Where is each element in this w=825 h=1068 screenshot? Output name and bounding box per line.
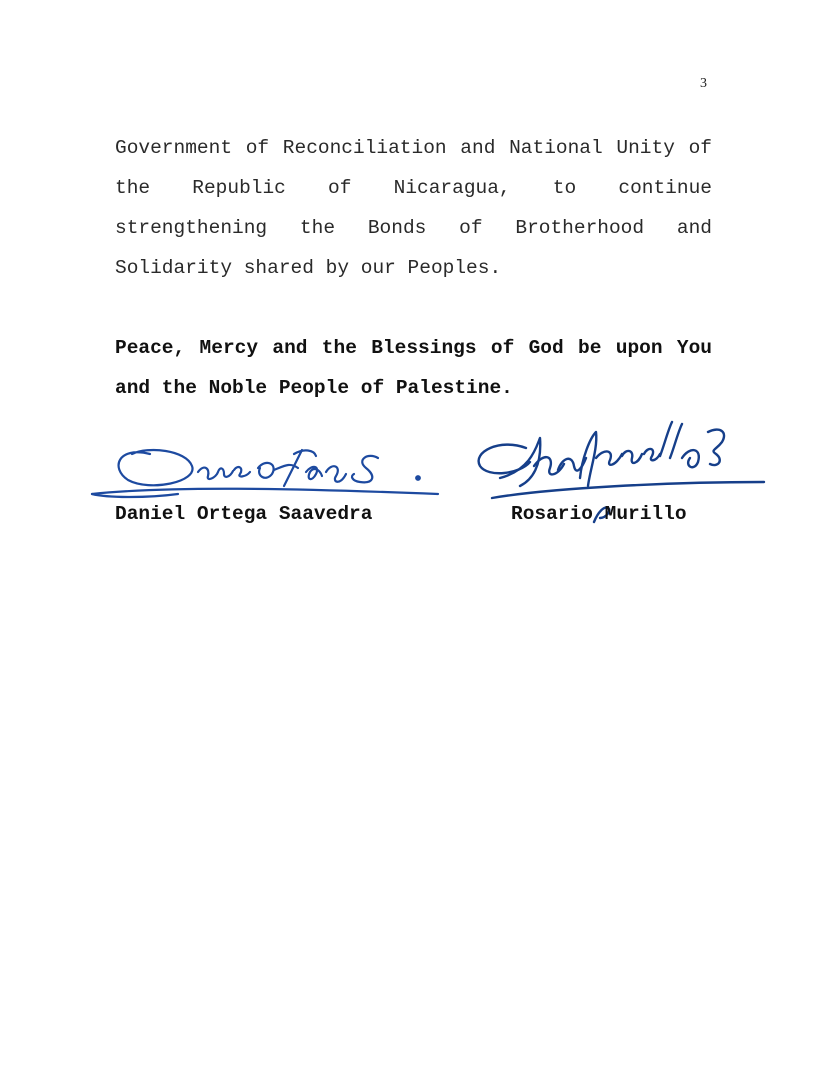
page-number: 3 <box>700 76 707 91</box>
letter-body-paragraph: Government of Reconciliation and National Unity of the Republic of Nicaragua, to continue strengthening the Bonds of Brotherhood and Solidarity shared by our Peoples. <box>115 137 712 279</box>
signature-left-strokes <box>92 450 438 497</box>
signer-name-right: Rosario Murillo <box>511 503 687 525</box>
signer-name-left: Daniel Ortega Saavedra <box>115 503 373 525</box>
letter-closing-paragraph: Peace, Mercy and the Blessings of God be upon You and the Noble People of Palestine. <box>115 337 712 399</box>
signature-left <box>88 428 448 508</box>
